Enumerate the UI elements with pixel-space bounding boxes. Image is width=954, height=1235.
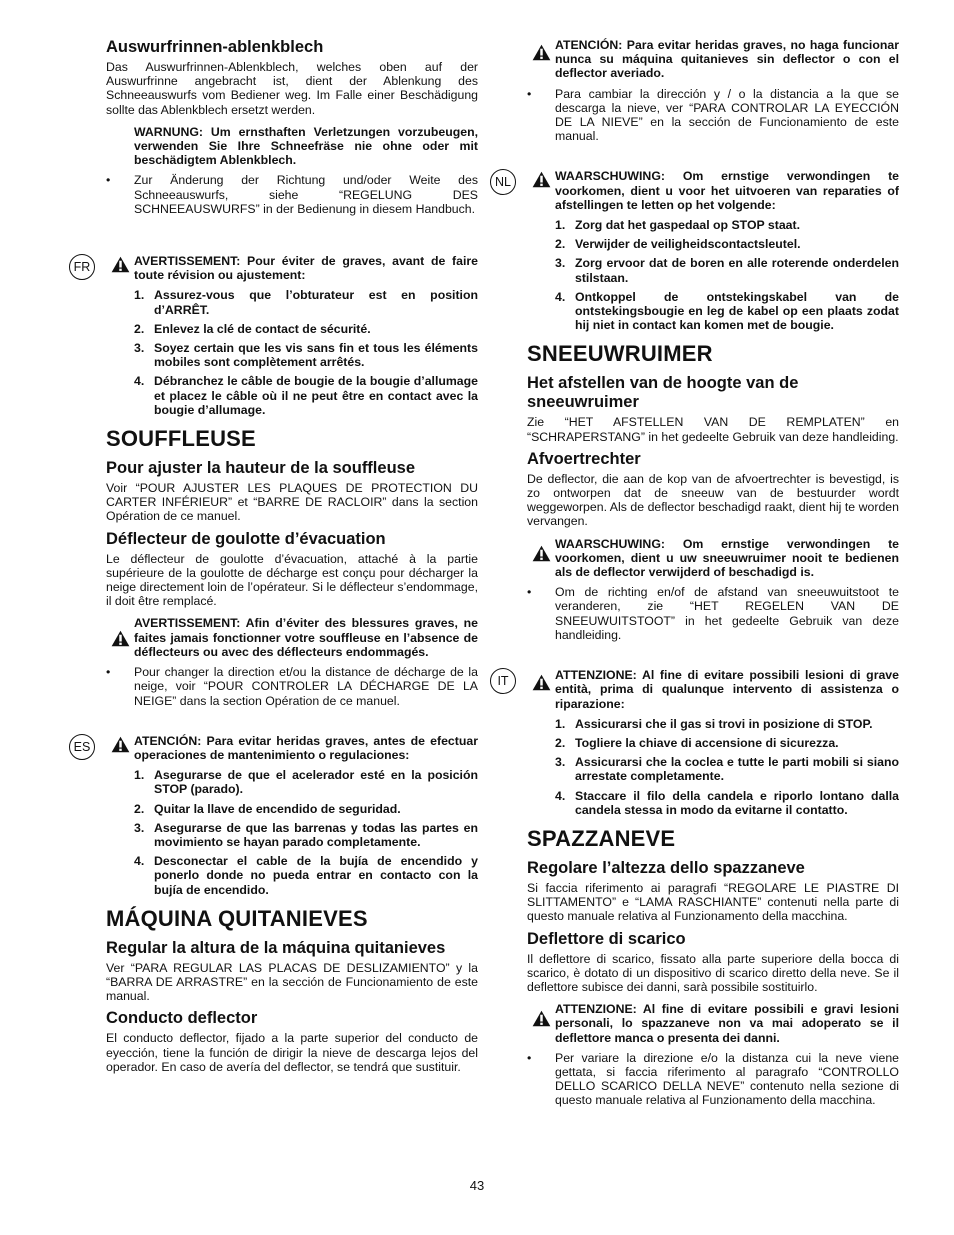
warning-triangle-icon: [532, 44, 551, 61]
it-step: 1. Assicurarsi che il gas si trovi in posizione di STOP.: [555, 716, 873, 731]
warning-triangle-icon: [532, 1010, 551, 1027]
nl-section: [495, 169, 899, 642]
it-step: 3. Assicurarsi che la coclea e tutte le parti mobili si siano arrestate completamente.: [555, 755, 899, 784]
nl-warning2-text: WAARSCHUWING: Om ernstige verwondingen te voorkomen, dient u uw sneeuwruimer nooit te bedienen als de deflector verwijderd of beschadigd is.: [555, 536, 899, 580]
de-warning: [134, 125, 478, 168]
es-step: 1. Asegurarse de que el acelerador esté en la posición STOP (parado).: [134, 768, 478, 797]
es-deflector-heading: Conducto deflector: [106, 1009, 258, 1028]
nl-bullet: [527, 585, 899, 642]
language-badge-nl: NL: [490, 169, 516, 195]
es-steps: [106, 768, 478, 897]
it-deflector-heading: Deflettore di scarico: [527, 929, 686, 948]
bullet-icon: •: [106, 665, 111, 680]
it-warning2: [555, 1002, 899, 1045]
warning-triangle-icon: [532, 674, 551, 691]
fr-deflector-heading: Déflecteur de goulotte d’évacuation: [106, 529, 386, 548]
nl-bullet-list: [527, 585, 899, 642]
bullet-icon: •: [106, 173, 111, 188]
es-step: 4. Desconectar el cable de la bujía de encendido y ponerlo donde no pueda entrar en contacto con la bujía de encendido.: [134, 854, 478, 897]
es-warning2-text: ATENCIÓN: Para evitar heridas graves, no haga funcionar nunca su máquina quitanieves sin deflector o con el deflector averiado.: [555, 38, 899, 81]
de-bullet-list: [106, 173, 478, 216]
it-warning: [555, 668, 899, 711]
warning-triangle-icon: [532, 171, 551, 188]
de-warning-text: WARNUNG: Um ernsthaften Verletzungen vorzubeugen, verwenden Sie Ihre Schneefräse nie ohne oder mit beschädigtem Ablenkblech.: [134, 124, 478, 168]
fr-warning2-text: AVERTISSEMENT: Afin d’éviter des blessures graves, ne faites jamais fonctionner votre souffleuse en l’absence de déflecteurs ou avec des déflecteurs endommagés.: [134, 616, 478, 659]
nl-warning: [555, 169, 899, 212]
nl-step: 4. Ontkoppel de ontstekingskabel van de ontstekingsbougie en leg de kabel op een plaats zodat hij niet in contact kan komen met de bougie.: [555, 289, 899, 333]
page-number: 43: [469, 1178, 485, 1193]
fr-bullet-list: [106, 665, 478, 708]
es-warning2: [555, 38, 899, 81]
nl-deflector-body: De deflector, die aan de kop van de afvoertrechter is bevestigd, is zo ontworpen dat de sneeuw van de bestuurder wordt weggeworpen. Als de deflector beschadigd raakt, dient hij te worden vervangen.: [527, 471, 899, 529]
fr-step: 4. Débranchez le câble de bougie de la bougie d’allumage et placez le câble où il ne peut être en contact avec la bougie d’allumage.: [134, 374, 478, 417]
right-column: [495, 38, 899, 1116]
nl-step: 2. Verwijder de veiligheidscontactsleutel.: [555, 237, 801, 252]
it-step: 4. Staccare il filo della candela e riporlo lontano dalla candela stessa in modo da evitarne il contatto.: [555, 788, 899, 817]
es-step: 2. Quitar la llave de encendido de seguridad.: [134, 801, 401, 816]
es-warning: [134, 734, 478, 762]
language-badge-es: ES: [69, 734, 95, 760]
es-height-heading: Regular la altura de la máquina quitanieves: [106, 938, 446, 957]
nl-step: 1. Zorg dat het gaspedaal op STOP staat.: [555, 218, 801, 233]
de-heading: Auswurfrinnen-ablenkblech: [106, 38, 324, 56]
es-bullet-text: Para cambiar la dirección y / o la distancia a la que se descarga la nieve, ver “PARA CONTROLAR LA EYECCIÓN DE LA NIEVE” en la sección de Funcionamiento de este manual.: [555, 86, 899, 144]
fr-warning-text: AVERTISSEMENT: Pour éviter de graves, avant de faire toute révision ou ajustement:: [134, 254, 478, 283]
es-warning-text: ATENCIÓN: Para evitar heridas graves, antes de efectuar operaciones de mantenimiento o regulaciones:: [134, 733, 478, 762]
it-step: 2. Togliere la chiave di accensione di sicurezza.: [555, 735, 839, 750]
de-bullet: [106, 173, 478, 216]
it-bullet-list: [527, 1051, 899, 1108]
fr-steps: [106, 288, 478, 417]
it-height-body: Si faccia riferimento ai paragrafi “REGOLARE LE PIASTRE DI SLITTAMENTO” e “LAMA RASCHIANTE” contenuti nella parte di questo manuale relativa al Funzionamento della macchina.: [527, 880, 899, 924]
it-bullet: [527, 1051, 899, 1108]
es-deflector-body: El conducto deflector, fijado a la parte superior del conducto de eyección, tiene la función de dirigir la nieve de descarga lejos del operador. En caso de avería del deflector, se tendrá que sustituir.: [106, 1031, 478, 1074]
es-step: 3. Asegurarse de que las barrenas y todas las partes en movimiento se hayan parado completamente.: [134, 820, 478, 849]
fr-bullet: [106, 665, 478, 708]
it-section: [497, 668, 899, 1108]
es-height-body: Ver “PARA REGULAR LAS PLACAS DE DESLIZAMIENTO” y la “BARRA DE ARRASTRE” en la sección de Funcionamiento de este manual.: [106, 960, 478, 1004]
warning-triangle-icon: [111, 256, 130, 273]
it-steps: [527, 717, 899, 817]
nl-deflector-heading: Afvoertrechter: [527, 449, 641, 468]
fr-warning: [134, 254, 478, 282]
fr-warning2: [134, 616, 478, 659]
language-badge-fr: FR: [69, 254, 95, 280]
bullet-icon: •: [527, 86, 532, 101]
nl-step: 3. Zorg ervoor dat de boren en alle roterende onderdelen stilstaan.: [555, 256, 899, 285]
warning-triangle-icon: [111, 630, 130, 647]
fr-height-heading: Pour ajuster la hauteur de la souffleuse: [106, 459, 415, 478]
es-title: MÁQUINA QUITANIEVES: [106, 905, 368, 931]
es-section: [73, 733, 478, 1074]
nl-height-body: Zie “HET AFSTELLEN VAN DE REMPLATEN” en “SCHRAPERSTANG” in het gedeelte Gebruik van deze handleiding.: [527, 415, 899, 444]
language-badge-it: IT: [490, 668, 516, 694]
nl-warning2: [555, 537, 899, 580]
de-body: Das Auswurfrinnen-Ablenkblech, welches oben auf der Auswurfrinne angebracht ist, dient der Ablenkung des Schneeauswurfs vom Bediener weg. Im Falle einer Beschädigung sollte das Ablenkblech ersetzt werden.: [106, 60, 478, 117]
fr-bullet-text: Pour changer la direction et/ou la distance de décharge de la neige, voir “POUR CONTROLER LA DÉCHARGE DE LA NEIGE” dans la section Opération de ce manuel.: [134, 665, 478, 708]
it-warning2-text: ATTENZIONE: Al fine di evitare possibili e gravi lesioni personali, lo spazzaneve non va mai adoperato se il deflettore manca o presenta dei danni.: [555, 1002, 899, 1045]
fr-section: [73, 254, 478, 708]
fr-height-body: Voir “POUR AJUSTER LES PLAQUES DE PROTECTION DU CARTER INFÉRIEUR” et “BARRE DE RACLOIR” dans la section Opération de ce manuel.: [106, 481, 478, 524]
de-section: [106, 38, 478, 216]
nl-height-heading: Het afstellen van de hoogte van de sneeuwruimer: [527, 374, 799, 412]
warning-triangle-icon: [532, 545, 551, 562]
nl-bullet-text: Om de richting en/of de afstand van sneeuwuitstoot te veranderen, zie “HET REGELEN VAN DE SNEEUWUITSTOOT” in het gedeelte Gebruik van deze handleiding.: [555, 585, 899, 642]
warning-triangle-icon: [111, 736, 130, 753]
left-column: [73, 38, 478, 1080]
fr-step: 2. Enlevez la clé de contact de sécurité.: [134, 321, 371, 336]
it-bullet-text: Per variare la direzione e/o la distanza cui la neve viene gettata, si faccia riferimento al paragrafo “CONTROLLO DELLO SCARICO DELLA NEVE” contenuto nella sezione di questo manuale relativa al Funzionamento della macchina.: [555, 1050, 899, 1108]
it-height-heading: Regolare l’altezza dello spazzaneve: [527, 858, 805, 877]
de-bullet-text: Zur Änderung der Richtung und/oder Weite des Schneeauswurfs, siehe “REGELUNG DES SCHNEEAUSWURFS” in der Bedienung in diesem Handbuch.: [134, 173, 478, 216]
bullet-icon: •: [527, 1050, 532, 1065]
es-section-continued: [527, 38, 899, 143]
it-deflector-body: Il deflettore di scarico, fissato alla parte superiore della bocca di scarico, è dotato di un dispositivo di scarico diretto della neve. Se il deflettore subisce dei danni, sarà possibile sostituirlo.: [527, 951, 899, 994]
it-warning-text: ATTENZIONE: Al fine di evitare possibili lesioni di grave entità, prima di qualunque intervento di assistenza o riparazione:: [555, 668, 899, 711]
fr-step: 3. Soyez certain que les vis sans fin et tous les éléments mobiles sont complètement arrêtés.: [134, 341, 478, 370]
nl-title: SNEEUWRUIMER: [527, 341, 713, 367]
fr-title: SOUFFLEUSE: [106, 426, 256, 452]
es-bullet: [527, 87, 899, 144]
it-title: SPAZZANEVE: [527, 825, 676, 851]
nl-warning-text: WAARSCHUWING: Om ernstige verwondingen te voorkomen, dient u voor het uitvoeren van reparaties of afstellingen te letten op het volgende:: [555, 169, 899, 212]
fr-step: 1. Assurez-vous que l’obturateur est en position d’ARRÊT.: [134, 288, 478, 317]
bullet-icon: •: [527, 585, 532, 600]
es-bullet-list: [527, 87, 899, 144]
nl-steps: [527, 218, 899, 332]
fr-deflector-body: Le déflecteur de goulotte d’évacuation, attaché à la partie supérieure de la goulotte de décharge est conçu pour décharger la neige directement loin de l’opérateur. Si le déflecteur s’endommage, il doit être remplacé.: [106, 551, 478, 609]
